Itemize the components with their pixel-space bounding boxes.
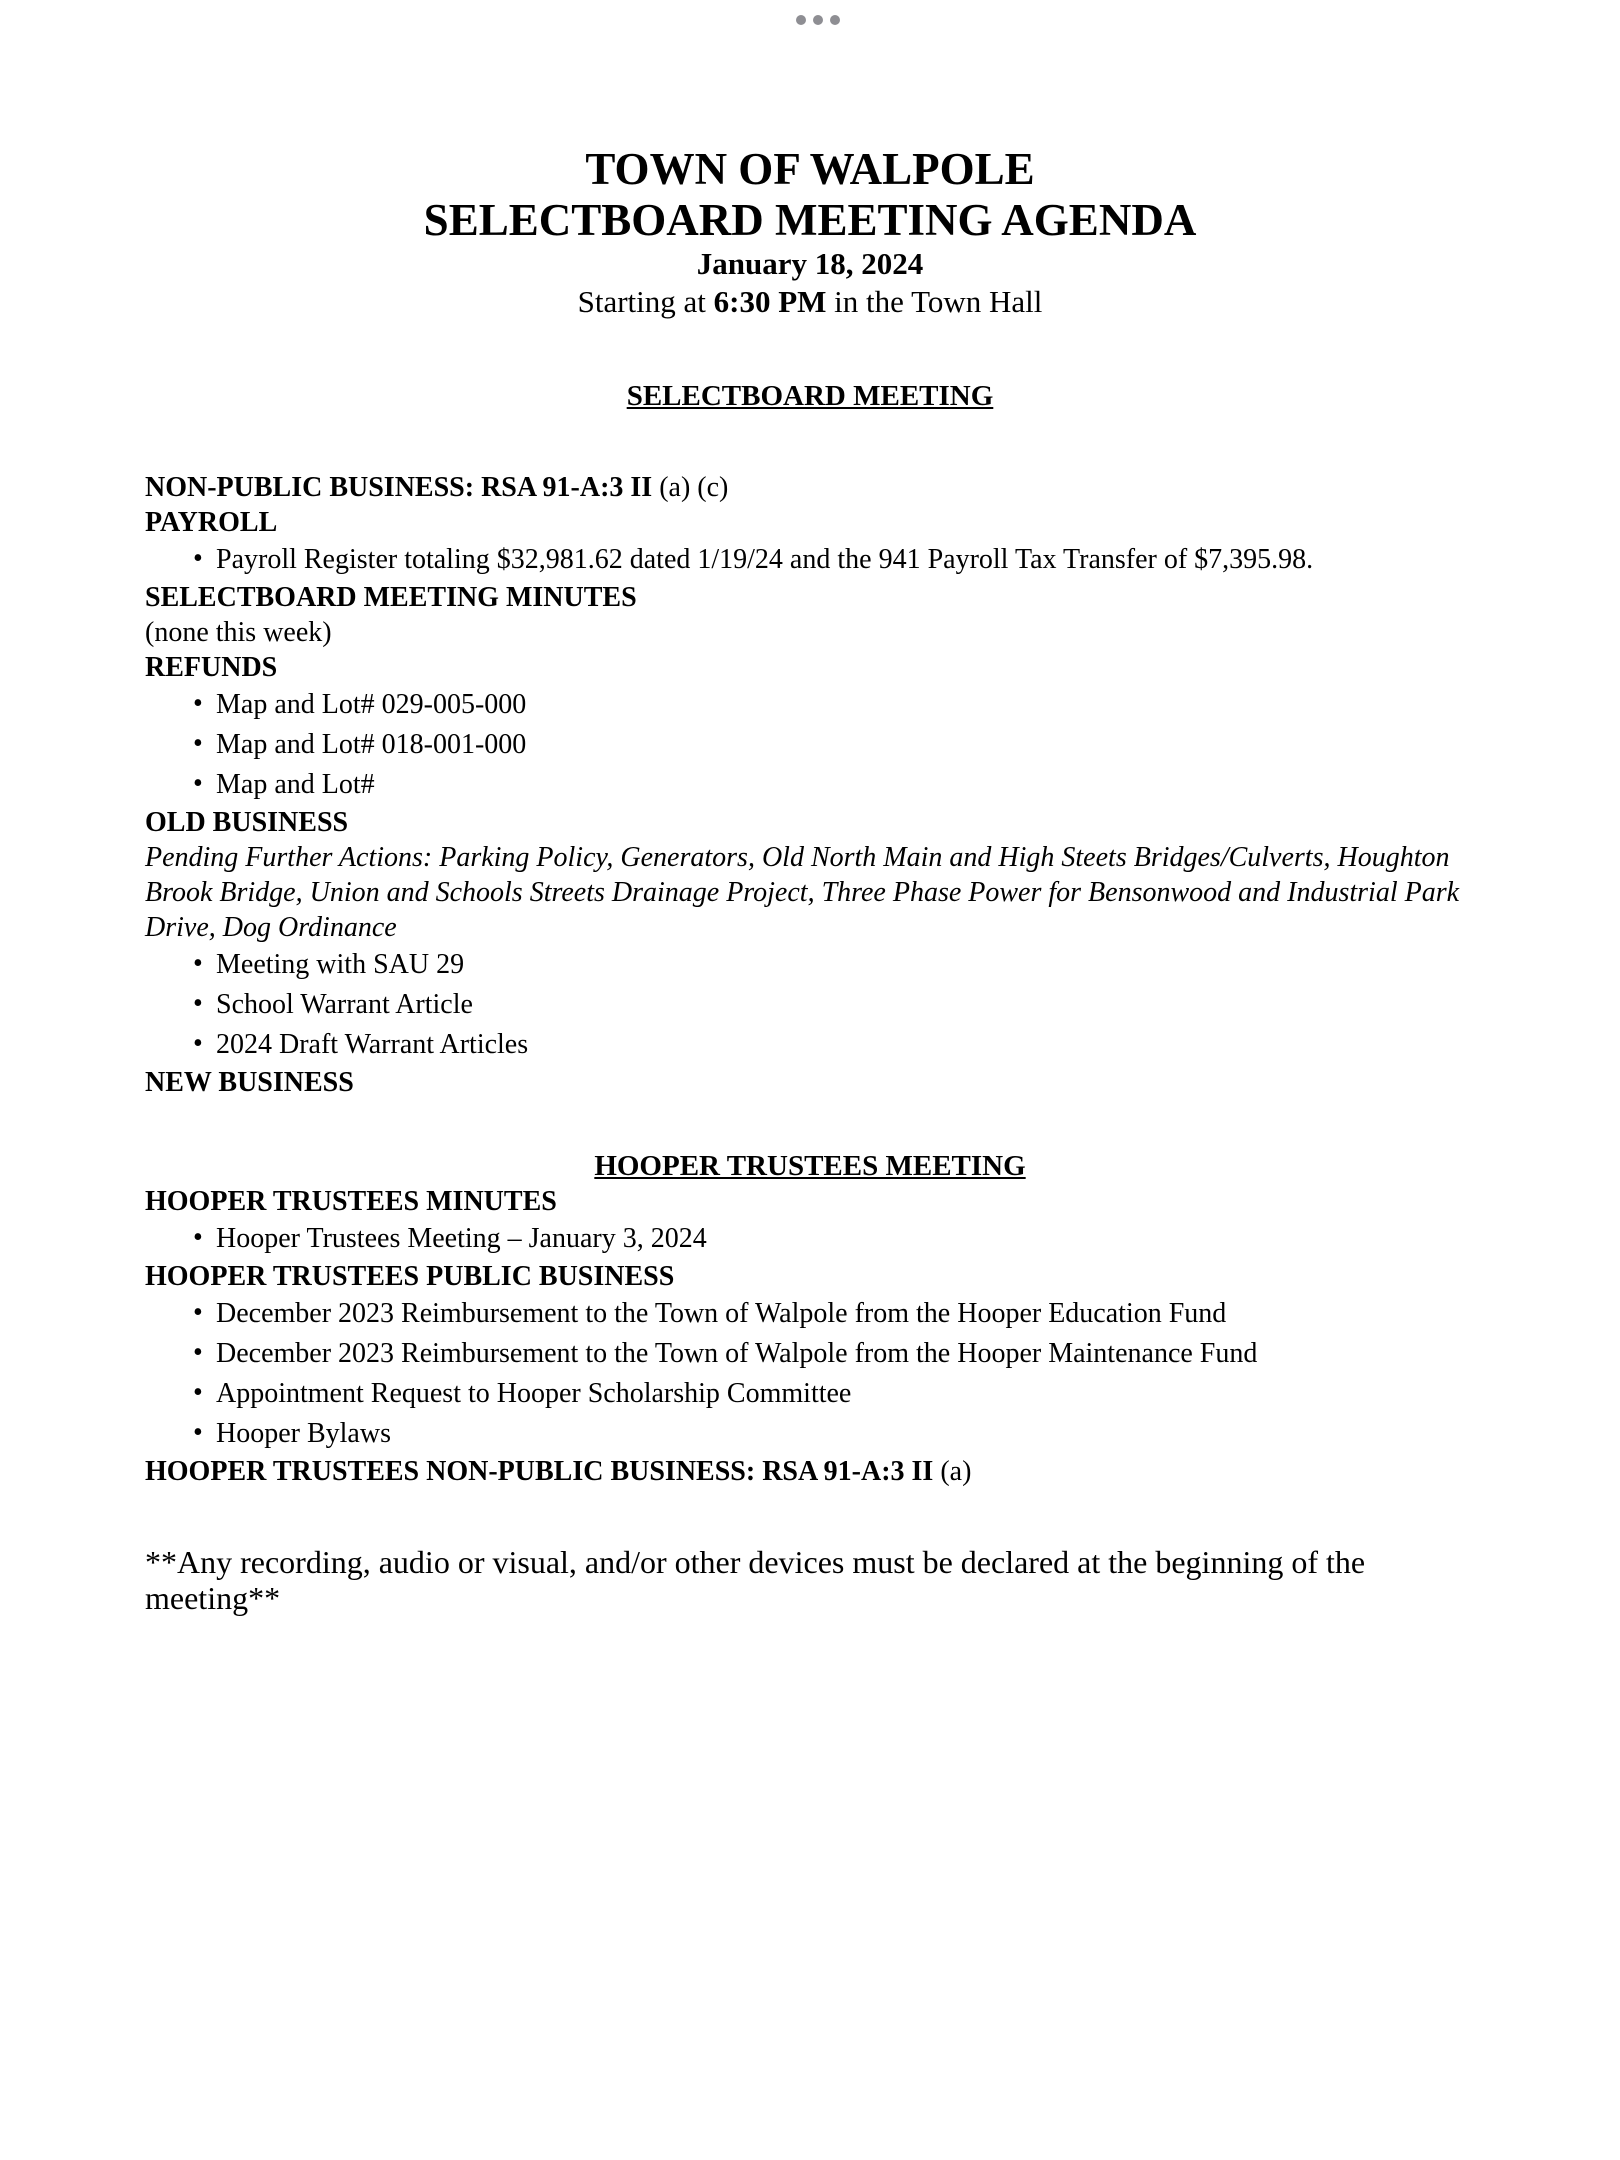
minutes-heading: SELECTBOARD MEETING MINUTES: [145, 582, 637, 613]
nonpublic-heading: [145, 470, 1495, 505]
hooper-public-list: [145, 1294, 1495, 1454]
payroll-heading: PAYROLL: [145, 507, 278, 538]
hooper-nonpublic-suffix: (a): [933, 1456, 972, 1487]
nonpublic-label: NON-PUBLIC BUSINESS: RSA 91-A:3 II: [145, 472, 653, 503]
list-item: • December 2023 Reimbursement to the Town of Walpole from the Hooper Maintenance Fund: [145, 1334, 1495, 1374]
agenda-title: SELECTBOARD MEETING AGENDA: [423, 195, 1197, 245]
refunds-heading: REFUNDS: [145, 652, 278, 683]
selectboard-body: [145, 470, 1495, 1100]
hooper-nonpublic-label: HOOPER TRUSTEES NON-PUBLIC BUSINESS: RSA 91-A:3 II: [145, 1456, 934, 1487]
selectboard-section-title: SELECTBOARD MEETING: [626, 380, 994, 412]
hooper-public-heading: HOOPER TRUSTEES PUBLIC BUSINESS: [145, 1261, 675, 1292]
old-business-pending: Pending Further Actions: Parking Policy, Generators, Old North Main and High Steets Bridges/Culverts, Houghton Brook Bridge, Union and Schools Streets Drainage Project, Three Phase Power for Bensonwood and Industrial Park Drive, Dog Ordinance: [145, 842, 1460, 943]
payroll-list: [145, 540, 1495, 580]
refunds-list: [145, 685, 1495, 805]
list-item: • Map and Lot# 029-005-000: [145, 685, 1495, 725]
start-prefix: Starting at: [577, 284, 714, 319]
list-item: • Hooper Bylaws: [145, 1414, 1495, 1454]
town-title: TOWN OF WALPOLE: [585, 144, 1035, 194]
list-item: • December 2023 Reimbursement to the Town of Walpole from the Hooper Education Fund: [145, 1294, 1495, 1334]
meeting-date: January 18, 2024: [696, 246, 924, 281]
list-item: • Hooper Trustees Meeting – January 3, 2024: [145, 1219, 1495, 1259]
list-item: • Map and Lot#: [145, 765, 1495, 805]
hooper-minutes-heading: HOOPER TRUSTEES MINUTES: [145, 1186, 557, 1217]
hooper-minutes-list: [145, 1219, 1495, 1259]
start-suffix: in the Town Hall: [826, 284, 1043, 319]
list-item: • Meeting with SAU 29: [145, 945, 1495, 985]
list-item: • Appointment Request to Hooper Scholarship Committee: [145, 1374, 1495, 1414]
list-item: • School Warrant Article: [145, 985, 1495, 1025]
hooper-body: [145, 1184, 1495, 1489]
meeting-start-line: [0, 284, 1620, 320]
list-item: • Payroll Register totaling $32,981.62 dated 1/19/24 and the 941 Payroll Tax Transfer of $7,395.98.: [145, 540, 1495, 580]
old-business-list: [145, 945, 1495, 1065]
nonpublic-suffix: (a) (c): [652, 472, 729, 503]
list-item: • 2024 Draft Warrant Articles: [145, 1025, 1495, 1065]
start-time: 6:30 PM: [713, 284, 827, 319]
hooper-nonpublic-heading: [145, 1454, 1495, 1489]
minutes-note: (none this week): [145, 617, 332, 648]
recording-notice: **Any recording, audio or visual, and/or other devices must be declared at the beginning of the meeting**: [145, 1544, 1366, 1616]
old-business-heading: OLD BUSINESS: [145, 807, 349, 838]
list-item: • Map and Lot# 018-001-000: [145, 725, 1495, 765]
new-business-heading: NEW BUSINESS: [145, 1067, 354, 1098]
hooper-section-title: HOOPER TRUSTEES MEETING: [594, 1150, 1026, 1182]
